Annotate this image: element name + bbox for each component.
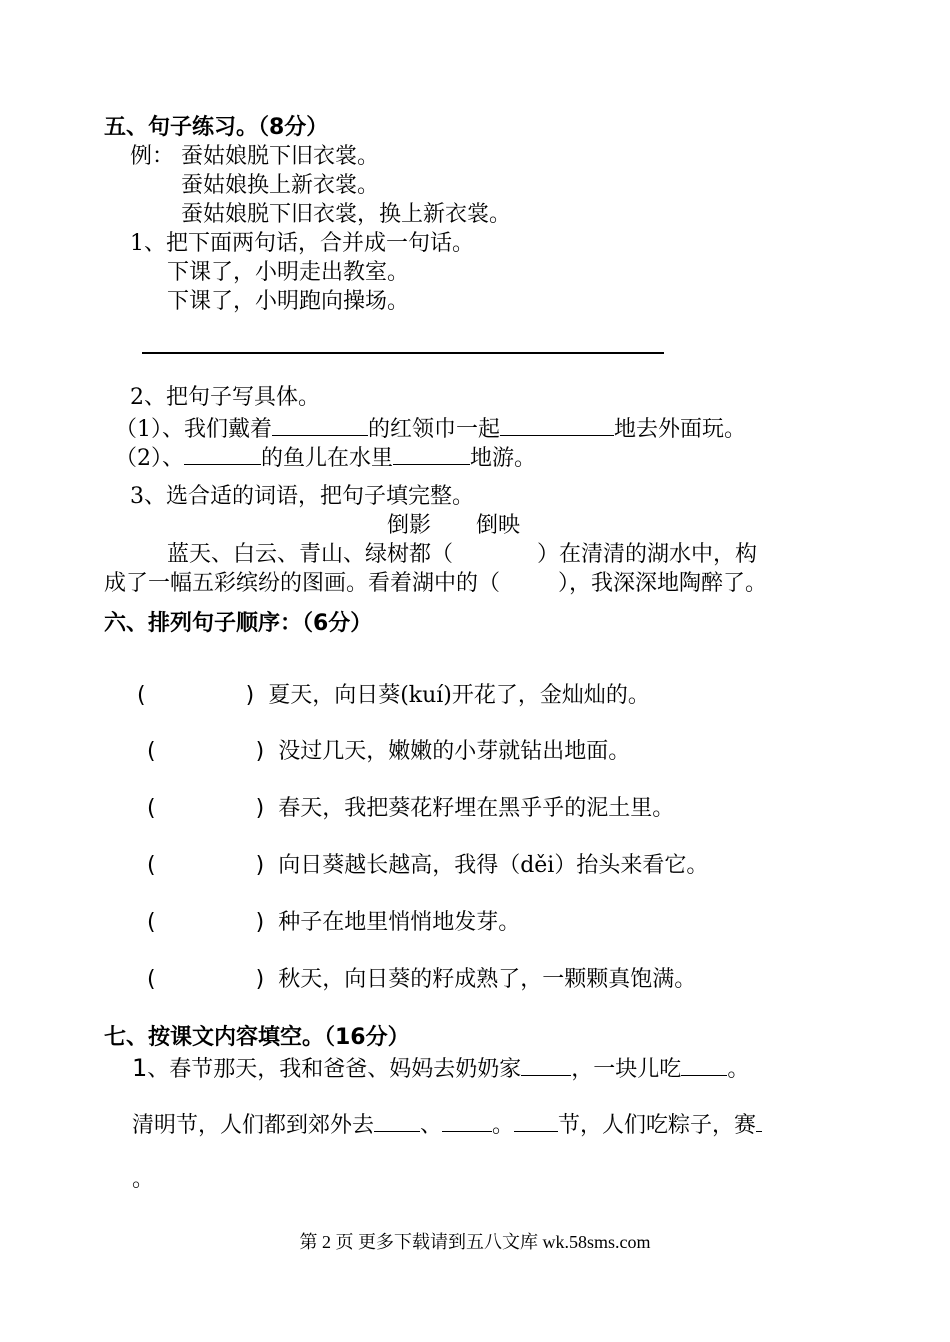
close-paren: ) (245, 683, 255, 708)
question-3-line-1 (167, 541, 757, 569)
blank[interactable] (514, 1109, 558, 1132)
question-1: 1、把下面两句话，合并成一句话。 (130, 231, 474, 256)
fill-line-2 (132, 1109, 762, 1140)
answer-line[interactable] (142, 352, 664, 354)
q2-1-part-b: 的红领巾一起 (368, 417, 501, 442)
close-paren: ) (255, 853, 265, 878)
close-paren: ) (255, 739, 265, 764)
blank[interactable] (521, 1053, 571, 1076)
blank[interactable] (374, 1109, 420, 1132)
l1-part-a: 、春节那天，我和爸爸、妈妈去奶奶家 (147, 1057, 522, 1082)
q2-2-part-c: 地游。 (470, 446, 537, 471)
q3-l1-part-b: ）在清清的湖水中，构 (537, 542, 758, 567)
fill-line-3: 。 (132, 1167, 155, 1192)
list-item (147, 738, 630, 766)
list-item (137, 682, 650, 710)
q2-1-part-c: 地去外面玩。 (614, 417, 747, 442)
close-paren: ) (255, 796, 265, 821)
l1-part-b: ，一块儿吃 (571, 1057, 682, 1082)
list-item (147, 909, 520, 937)
example-sentence-2: 蚕姑娘换上新衣裳。 (181, 173, 380, 198)
open-paren: ( (147, 853, 156, 878)
blank[interactable] (500, 413, 614, 436)
l1-part-c: 。 (727, 1057, 750, 1082)
list-item (147, 966, 696, 994)
q2-2-part-b: 的鱼儿在水里 (261, 446, 394, 471)
close-paren: ) (255, 910, 265, 935)
l2-part-a: 清明节，人们都到郊外去 (132, 1113, 375, 1138)
option-2: 倒映 (476, 513, 521, 538)
question-3-line-2 (104, 570, 767, 598)
l2-part-b: 、 (420, 1113, 443, 1138)
section-7-title: 七、按课文内容填空。（16分） (104, 1025, 410, 1050)
item-text: 夏天，向日葵(kuí)开花了，金灿灿的。 (268, 683, 650, 708)
question-2: 2、把句子写具体。 (130, 385, 320, 410)
section-6-title: 六、排列句子顺序：（6分） (104, 611, 373, 636)
q3-l1-part-a: 蓝天、白云、青山、绿树都（ (167, 542, 454, 567)
q2-2-part-a: （2）、 (115, 446, 184, 471)
list-item (147, 852, 708, 880)
blank[interactable] (681, 1053, 727, 1076)
question-1-sentence-b: 下课了，小明跑向操场。 (167, 289, 410, 314)
item-text: 种子在地里悄悄地发芽。 (278, 910, 521, 935)
open-paren: ( (147, 739, 156, 764)
l2-part-c: 。 (492, 1113, 515, 1138)
q3-l2-part-b: ），我深深地陶醉了。 (558, 571, 768, 596)
option-1: 倒影 (387, 513, 432, 538)
example-sentence-1: 蚕姑娘脱下旧衣裳。 (181, 144, 380, 169)
l2-part-d: 节，人们吃粽子，赛 (558, 1113, 757, 1138)
fill-line-1 (132, 1053, 749, 1084)
q3-l2-part-a: 成了一幅五彩缤纷的图画。看着湖中的（ (104, 571, 501, 596)
blank[interactable] (272, 413, 368, 436)
question-1-sentence-a: 下课了，小明走出教室。 (167, 260, 410, 285)
close-paren: ) (255, 967, 265, 992)
blank[interactable] (442, 1109, 492, 1132)
page-footer: 第 2 页 更多下载请到五八文库 wk.58sms.com (299, 1232, 651, 1252)
item-text: 没过几天，嫩嫩的小芽就钻出地面。 (278, 739, 631, 764)
blank[interactable] (393, 442, 470, 465)
item-text: 向日葵越长越高，我得（děi）抬头来看它。 (278, 853, 709, 878)
section-5-title: 五、句子练习。（8分） (104, 115, 329, 140)
q2-1-part-a: （1）、我们戴着 (115, 417, 272, 442)
question-3: 3、选合适的词语，把句子填完整。 (130, 484, 474, 509)
open-paren: ( (147, 910, 156, 935)
open-paren: ( (137, 683, 146, 708)
item-number: 1 (132, 1054, 148, 1082)
open-paren: ( (147, 967, 156, 992)
list-item (147, 795, 674, 823)
blank[interactable] (184, 442, 261, 465)
example-label: 例： (130, 144, 175, 169)
item-text: 春天，我把葵花籽埋在黑乎乎的泥土里。 (278, 796, 675, 821)
question-2-item-2 (115, 442, 536, 473)
example-sentence-3: 蚕姑娘脱下旧衣裳，换上新衣裳。 (181, 202, 512, 227)
item-text: 秋天，向日葵的籽成熟了，一颗颗真饱满。 (278, 967, 697, 992)
open-paren: ( (147, 796, 156, 821)
question-2-item-1 (115, 413, 746, 444)
blank[interactable] (756, 1109, 762, 1132)
